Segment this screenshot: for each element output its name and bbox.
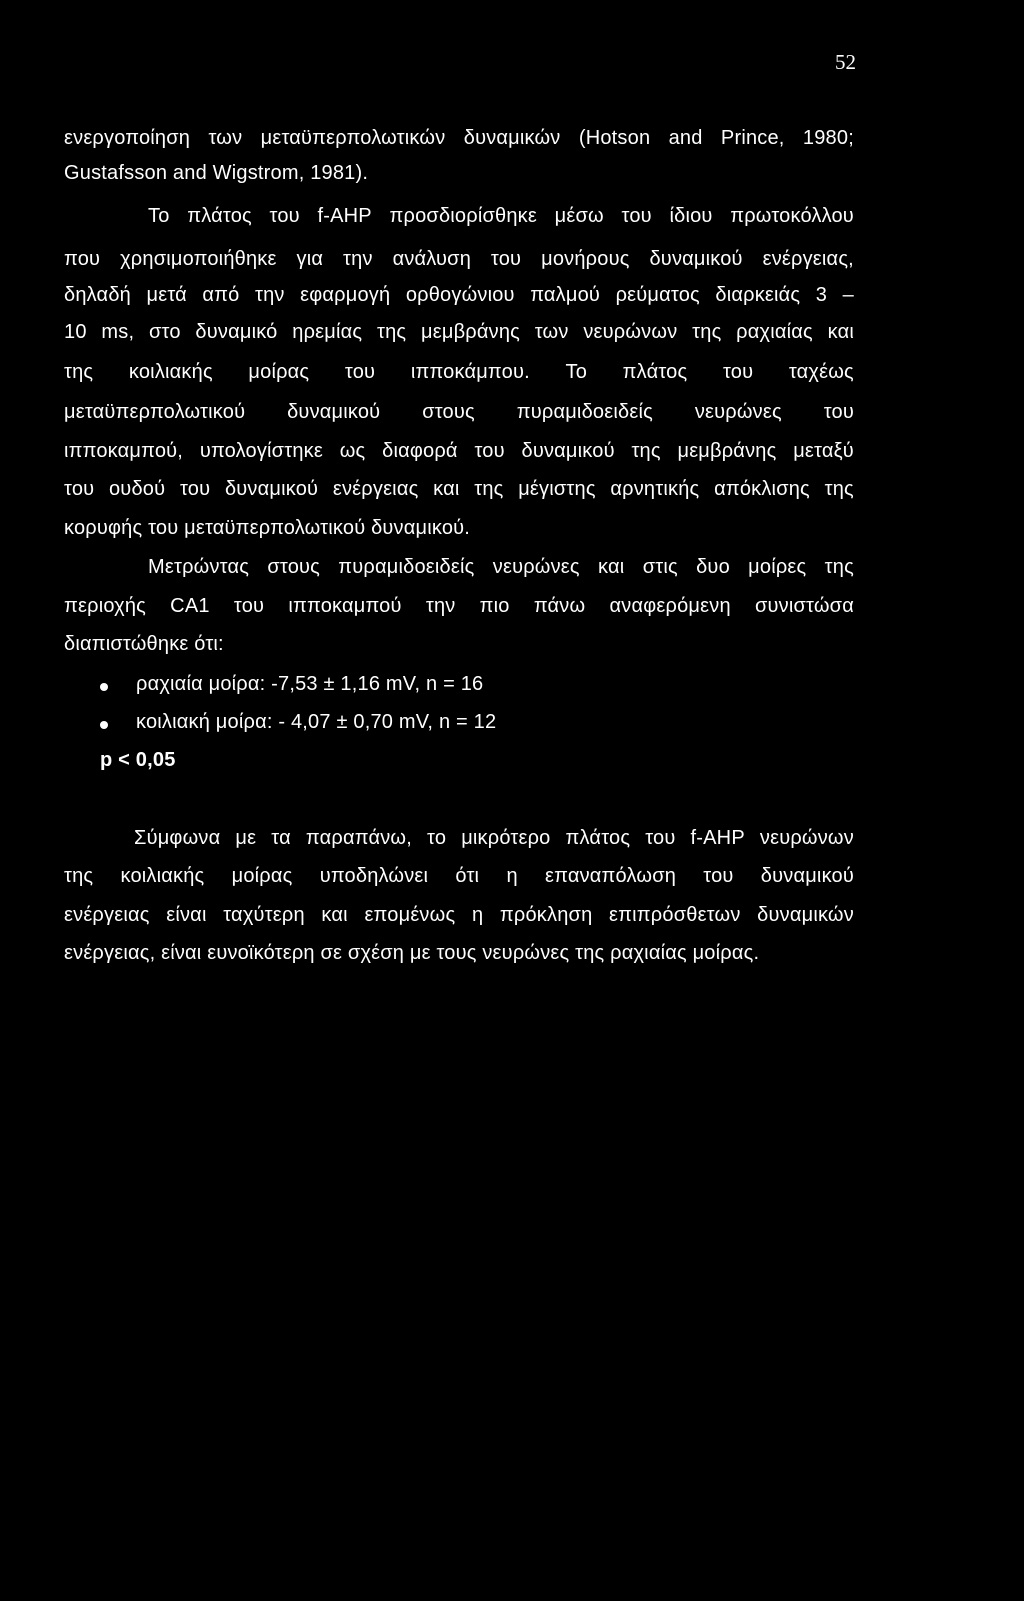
word: της [824, 478, 854, 500]
word: μεμβράνης [677, 440, 777, 462]
word: CA1 [170, 595, 210, 617]
word: δυναμικών [757, 904, 854, 926]
word: η [471, 904, 484, 926]
word: δυναμικού [649, 248, 743, 270]
word: ιπποκαμπού [288, 595, 402, 617]
paragraph-4-line-3 [64, 901, 854, 929]
word: 1980; [802, 127, 854, 149]
word: για [296, 248, 324, 270]
word: της [824, 556, 854, 578]
word: πλάτος [622, 361, 688, 383]
word: παραπάνω, [305, 827, 412, 849]
word: των [208, 127, 243, 149]
word: πιο [479, 595, 510, 617]
word: της [631, 440, 661, 462]
word: στις [642, 556, 678, 578]
word: – [842, 284, 854, 306]
word: ότι [455, 865, 480, 887]
word: του [64, 478, 95, 500]
word: της [377, 321, 407, 343]
word: με [235, 827, 257, 849]
word: του [722, 361, 754, 383]
word: ως [339, 440, 366, 462]
word: νευρώνες [492, 556, 580, 578]
word: και [321, 904, 348, 926]
paragraph-3-line-3: διαπιστώθηκε ότι: [64, 633, 224, 655]
paragraph-4-line-4: ενέργειας, είναι ευνοϊκότερη σε σχέση με τους νευρώνες της ραχιαίας μοίρας. [64, 942, 760, 964]
paragraph-2-line-5 [64, 358, 854, 386]
word: ενέργειας [64, 904, 150, 926]
word: δυναμικού [224, 478, 319, 500]
word: εφαρμογή [300, 284, 391, 306]
word: ρεύματος [615, 284, 700, 306]
word: ιπποκάμπου. [410, 361, 530, 383]
paragraph-1-line-2: Gustafsson and Wigstrom, 1981). [64, 162, 369, 184]
result-item-ventral: κοιλιακή μοίρα: - 4,07 ± 0,70 mV, n = 12 [136, 711, 497, 733]
word: της [692, 321, 722, 343]
word: μεμβράνης [421, 321, 520, 343]
word: την [255, 284, 285, 306]
word: του [490, 248, 522, 270]
word: ανάλυση [392, 248, 472, 270]
word: των [534, 321, 569, 343]
paragraph-1-line-1 [64, 124, 854, 152]
word: πρόκληση [499, 904, 593, 926]
word: επομένως [364, 904, 456, 926]
word: απόκλισης [714, 478, 810, 500]
word: μοίρας [231, 865, 293, 887]
word: μεταϋπερπολωτικών [260, 127, 446, 149]
paragraph-2-line-3 [64, 281, 854, 309]
paragraph-2-line-6 [64, 398, 854, 426]
word: προσδιορίσθηκε [389, 205, 537, 227]
word: ιπποκαμπού, [64, 440, 184, 462]
word: παλμού [530, 284, 601, 306]
word: Prince, [720, 127, 785, 149]
word: του [179, 478, 211, 500]
paragraph-4-line-1 [134, 824, 854, 852]
word: ms, [101, 321, 135, 343]
word: f-AHP [690, 827, 745, 849]
word: νευρώνων [759, 827, 854, 849]
word: αναφερόμενη [609, 595, 731, 617]
word: μοίρες [748, 556, 807, 578]
word: ουδού [108, 478, 166, 500]
bullet-icon [100, 721, 108, 729]
word: είναι [166, 904, 207, 926]
word: της [64, 865, 94, 887]
word: του [823, 401, 854, 423]
word: ηρεμίας [292, 321, 363, 343]
word: συνιστώσα [754, 595, 854, 617]
paragraph-3-line-2 [64, 592, 854, 620]
word: πάνω [533, 595, 586, 617]
word: Το [565, 361, 588, 383]
word: το [427, 827, 447, 849]
word: (Hotson [578, 127, 651, 149]
word: του [621, 205, 652, 227]
word: ταχύτερη [223, 904, 305, 926]
word: νευρώνες [694, 401, 782, 423]
word: f-AHP [317, 205, 372, 227]
word: την [343, 248, 373, 270]
word: του [474, 440, 505, 462]
word: 10 [64, 321, 87, 343]
word: Μετρώντας [148, 556, 250, 578]
word: επιπρόσθετων [609, 904, 741, 926]
word: του [645, 827, 676, 849]
word: περιοχής [64, 595, 146, 617]
word: από [202, 284, 240, 306]
word: and [668, 127, 703, 149]
word: ίδιου [669, 205, 713, 227]
page-number: 52 [835, 50, 856, 74]
word: του [703, 865, 734, 887]
word: ορθογώνιου [405, 284, 515, 306]
word: 3 [815, 284, 828, 306]
word: πλάτος [187, 205, 252, 227]
word: χρησιμοποιήθηκε [120, 248, 277, 270]
word: μέσω [554, 205, 604, 227]
word: δυναμικών [463, 127, 561, 149]
word: που [64, 248, 101, 270]
word: πυραμιδοειδείς [338, 556, 475, 578]
word: μεταξύ [793, 440, 854, 462]
word: κοιλιακής [128, 361, 213, 383]
word: τα [271, 827, 291, 849]
paragraph-2-line-8 [64, 475, 854, 503]
word: και [598, 556, 625, 578]
paragraph-2-line-9: κορυφής του μεταϋπερπολωτικού δυναμικού. [64, 517, 471, 539]
paragraph-2-line-1 [148, 202, 854, 230]
result-item-dorsal: ραχιαία μοίρα: -7,53 ± 1,16 mV, n = 16 [136, 673, 484, 695]
word: αρνητικής [610, 478, 700, 500]
word: επαναπόλωση [544, 865, 677, 887]
word: την [425, 595, 456, 617]
word: μικρότερο [461, 827, 551, 849]
word: διαρκειάς [715, 284, 801, 306]
word: ενεργοποίηση [64, 127, 191, 149]
word: μοίρας [248, 361, 310, 383]
word: μέγιστης [518, 478, 596, 500]
word: του [233, 595, 265, 617]
word: του [269, 205, 300, 227]
word: η [506, 865, 518, 887]
word: μεταϋπερπολωτικού [64, 401, 246, 423]
word: Το [148, 205, 170, 227]
word: δυναμικού [287, 401, 381, 423]
word: μετά [146, 284, 187, 306]
word: πυραμιδοειδείς [516, 401, 653, 423]
word: στους [267, 556, 321, 578]
word: νευρώνων [583, 321, 678, 343]
word: δηλαδή [64, 284, 131, 306]
word: υπολογίστηκε [199, 440, 323, 462]
word: δυναμικού [760, 865, 854, 887]
paragraph-3-line-1 [148, 553, 854, 581]
word: της [474, 478, 504, 500]
word: πλάτος [565, 827, 631, 849]
word: ταχέως [788, 361, 854, 383]
word: πρωτοκόλλου [730, 205, 854, 227]
paragraph-4-line-2 [64, 862, 854, 890]
word: υποδηλώνει [319, 865, 429, 887]
word: Σύμφωνα [134, 827, 221, 849]
word: και [827, 321, 854, 343]
word: διαφορά [382, 440, 458, 462]
paragraph-2-line-4 [64, 318, 854, 346]
word: μονήρους [541, 248, 630, 270]
word: και [433, 478, 460, 500]
word: δυναμικό [195, 321, 278, 343]
word: της [64, 361, 94, 383]
paragraph-2-line-2 [64, 245, 854, 273]
paragraph-2-line-7 [64, 437, 854, 465]
word: στους [422, 401, 475, 423]
word: στο [148, 321, 181, 343]
word: του [344, 361, 376, 383]
word: δυο [696, 556, 730, 578]
word: ενέργειας, [762, 248, 854, 270]
p-value: p < 0,05 [100, 749, 176, 771]
bullet-icon [100, 683, 108, 691]
word: ενέργειας [332, 478, 419, 500]
word: δυναμικού [521, 440, 615, 462]
word: ραχιαίας [736, 321, 813, 343]
word: κοιλιακής [120, 865, 205, 887]
